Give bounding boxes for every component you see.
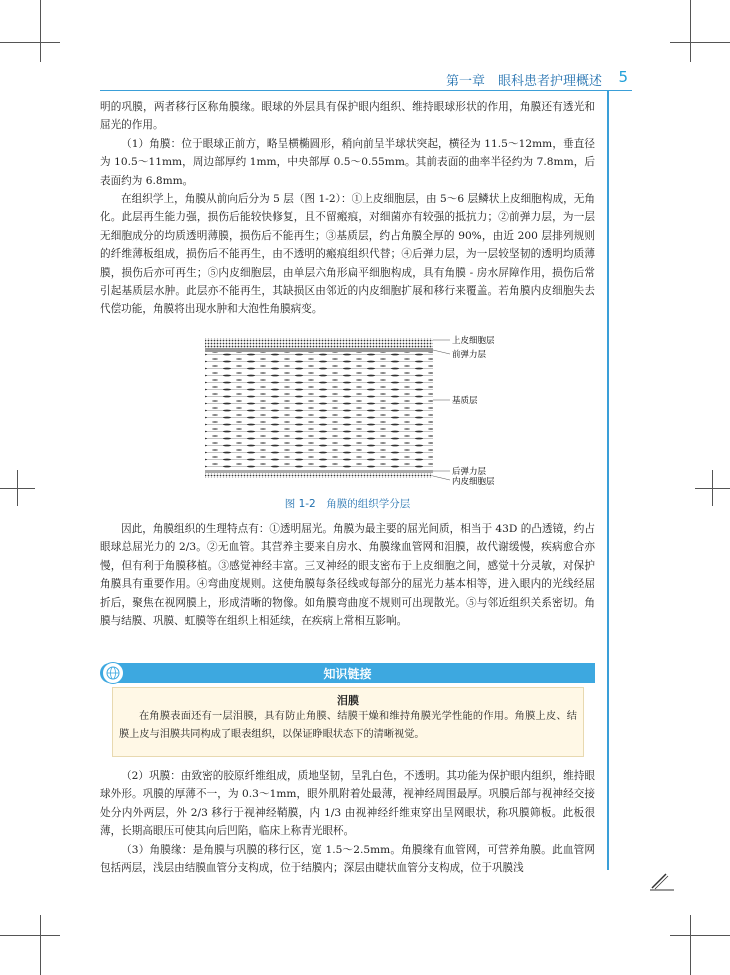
- label-endothelium: 内皮细胞层: [452, 477, 495, 485]
- crop-mark: [40, 0, 41, 62]
- margin-rule: [607, 90, 609, 870]
- paragraph: （1）角膜：位于眼球正前方，略呈横椭圆形，稍向前呈半球状突起，横径为 11.5～12mm，垂直径为 10.5～11mm，周边部厚约 1mm，中央部厚 0.5～0.55mm。其前表面的曲率半径约为 7.8mm，后表面约为 6.8mm。: [100, 137, 595, 187]
- knowledge-title: 知识链接: [323, 667, 372, 681]
- page-number: 5: [618, 68, 628, 86]
- body-text-top: [100, 98, 595, 319]
- pencil-icon: [648, 870, 676, 892]
- cornea-layers-figure: [195, 330, 525, 485]
- paragraph: 明的巩膜，两者移行区称角膜缘。眼球的外层具有保护眼内组织、维持眼球形状的作用，角膜还有透光和屈光的作用。: [100, 101, 595, 132]
- paragraph: （3）角膜缘：是角膜与巩膜的移行区，宽 1.5～2.5mm。角膜缘有血管网，可营养角膜。此血管网包括两层，浅层由结膜血管分支构成，位于结膜内；深层由睫状血管分支构成，位于巩膜浅: [100, 843, 595, 875]
- label-epithelium: 上皮细胞层: [452, 336, 495, 346]
- crop-mark: [690, 915, 691, 975]
- knowledge-text: 在角膜表面还有一层泪膜，具有防止角膜、结膜干燥和维持角膜光学性能的作用。角膜上皮、结膜上皮与泪膜共同构成了眼表组织，以保证睁眼状态下的清晰视觉。: [119, 711, 577, 740]
- epithelium-layer: [205, 338, 433, 348]
- crop-mark: [40, 915, 41, 975]
- bowman-layer: [205, 348, 433, 352]
- crop-mark: [670, 42, 730, 43]
- leader-line: [433, 476, 450, 480]
- chapter-title: 第一章 眼科患者护理概述: [445, 74, 602, 89]
- body-text-bottom: [100, 767, 595, 877]
- figure-caption: 图 1-2 角膜的组织学分层: [284, 498, 411, 510]
- endothelium-layer: [205, 473, 433, 478]
- crop-mark: [712, 470, 713, 506]
- crop-mark: [17, 470, 18, 506]
- paragraph: 因此，角膜组织的生理特点有：①透明屈光。角膜为最主要的屈光间质，相当于 43D 的凸透镜，约占眼球总屈光力的 2/3。②无血管。其营养主要来自房水、角膜缘血管网和泪膜，故代谢缓慢，疾病愈合亦慢，但有利于角膜移植。③感觉神经丰富。三叉神经的眼支密布于上皮细胞之间，感觉十分灵敏，对保护角膜具有重要作用。④弯曲度规则。这使角膜每条径线或每部分的屈光力基本相等，进入眼内的光线经屈折后，聚焦在视网膜上，形成清晰的物像。如角膜弯曲度不规则可出现散光。⑤与邻近组织关系密切。角膜与结膜、巩膜、虹膜等在组织上相延续，在疾病上常相互影响。: [100, 523, 595, 628]
- crop-mark: [670, 935, 730, 936]
- crop-mark: [0, 42, 60, 43]
- running-header: [100, 68, 632, 91]
- knowledge-title-bar: [100, 663, 595, 683]
- paragraph: （2）巩膜：由致密的胶原纤维组成，质地坚韧，呈乳白色，不透明。其功能为保护眼内组织，维持眼球外形。巩膜的厚薄不一，为 0.3～1mm，眼外肌附着处最薄，视神经周围最厚。巩膜后部与视神经交接处分内外两层，外 2/3 移行于视神经鞘膜，内 1/3 由视神经纤维束穿出呈网眼状，称巩膜筛板。此板很薄，长期高眼压可使其向后凹陷，临床上称青光眼杯。: [100, 770, 595, 838]
- label-stroma: 基质层: [452, 396, 478, 406]
- label-descemet: 后弹力层: [452, 467, 487, 477]
- knowledge-subtitle: 泪膜: [337, 694, 359, 707]
- body-text-middle: [100, 520, 595, 630]
- knowledge-link-box: [100, 663, 595, 755]
- knowledge-body: [112, 687, 584, 757]
- crop-mark: [690, 0, 691, 62]
- label-bowman: 前弹力层: [452, 350, 487, 360]
- stroma-layer: [205, 352, 433, 470]
- leader-line: [433, 350, 450, 354]
- paragraph: 在组织学上，角膜从前向后分为 5 层（图 1-2）：①上皮细胞层，由 5～6 层鳞状上皮细胞构成，无角化。此层再生能力强，损伤后能较快修复，且不留瘢痕，对细菌亦有较强的抵抗力；②前弹力层，为一层无细胞成分的均质透明薄膜，损伤后不能再生；③基质层，约占角膜全厚的 90%，由近 200 层排列规则的纤维薄板组成，损伤后不能再生，由不透明的瘢痕组织代替；④后弹力层，为一层较坚韧的透明均质薄膜，损伤后亦可再生；⑤内皮细胞层，由单层六角形扁平细胞构成，具有角膜 - 房水屏障作用，损伤后常引起基质层水肿。此层亦不能再生，其缺损区由邻近的内皮细胞扩展和移行来覆盖。若角膜内皮细胞失去代偿功能，角膜将出现水肿和大泡性角膜病变。: [100, 193, 595, 316]
- descemet-layer: [205, 470, 433, 473]
- crop-mark: [0, 935, 60, 936]
